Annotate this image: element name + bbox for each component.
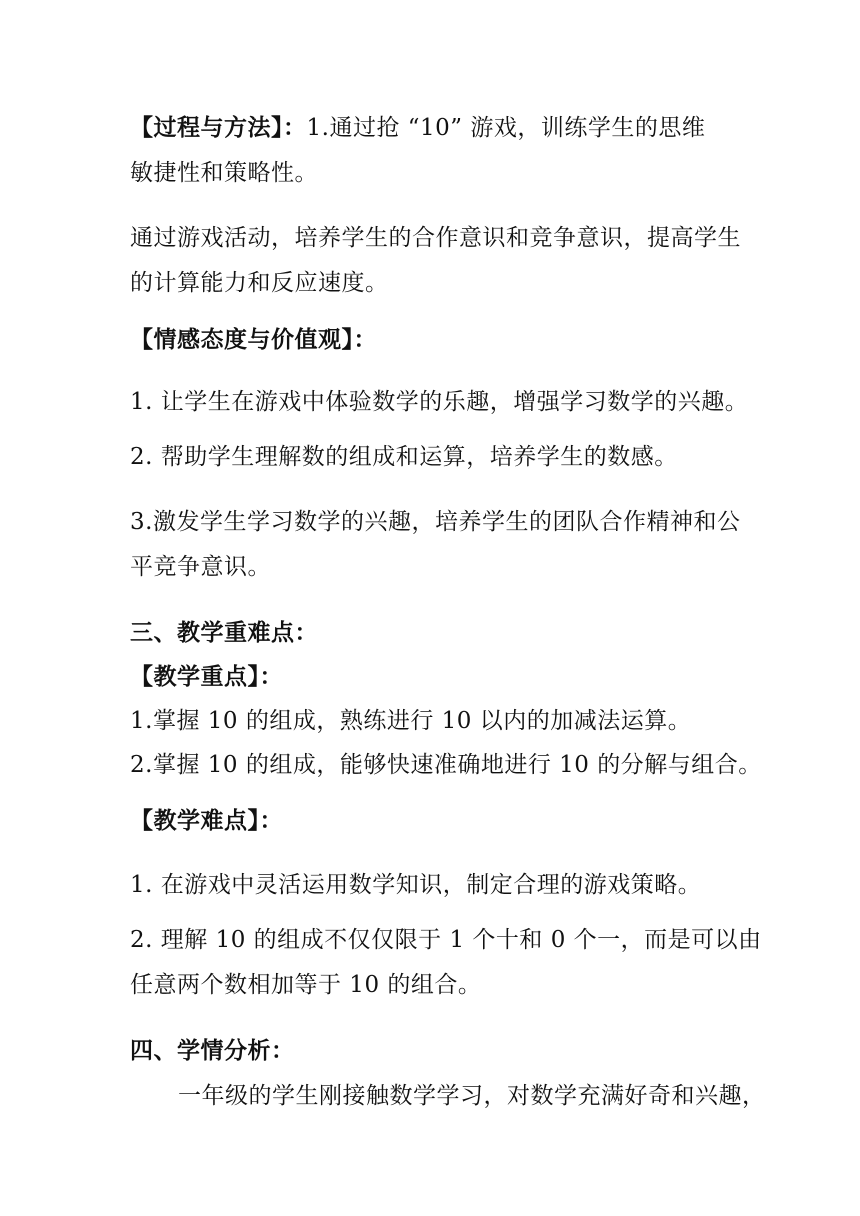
student-analysis-paragraph: 一年级的学生刚接触数学学习，对数学充满好奇和兴趣， xyxy=(178,1083,766,1109)
emotion-values-item1: 1. 让学生在游戏中体验数学的乐趣，增强学习数学的兴趣。 xyxy=(130,389,749,415)
key-point-item1: 1.掌握 10 的组成，熟练进行 10 以内的加减法运算。 xyxy=(130,708,692,734)
process-method-item2-line2: 的计算能力和反应速度。 xyxy=(130,270,389,296)
emotion-values-item2: 2. 帮助学生理解数的组成和运算，培养学生的数感。 xyxy=(130,444,678,470)
process-method-line1 xyxy=(130,113,705,143)
process-method-item1-text: 1.通过抢 “10” 游戏，训练学生的思维 xyxy=(306,115,706,141)
difficult-point-item2-line1: 2. 理解 10 的组成不仅仅限于 1 个十和 0 个一，而是可以由 xyxy=(130,927,762,953)
key-point-item2: 2.掌握 10 的组成，能够快速准确地进行 10 的分解与组合。 xyxy=(130,752,762,778)
process-method-heading: 【过程与方法】： xyxy=(130,114,307,141)
process-method-item2-line1: 通过游戏活动，培养学生的合作意识和竞争意识，提高学生 xyxy=(130,225,741,251)
process-method-item1-cont: 敏捷性和策略性。 xyxy=(130,160,318,186)
difficult-points-heading: 【教学难点】： xyxy=(130,807,283,834)
emotion-values-heading: 【情感态度与价值观】： xyxy=(130,326,377,353)
student-analysis-heading: 四、学情分析： xyxy=(130,1037,295,1064)
difficult-point-item2-line2: 任意两个数相加等于 10 的组合。 xyxy=(130,972,482,998)
emotion-values-item3-line1: 3.激发学生学习数学的兴趣，培养学生的团队合作精神和公 xyxy=(130,509,741,535)
difficult-point-item1: 1. 在游戏中灵活运用数学知识，制定合理的游戏策略。 xyxy=(130,872,702,898)
key-points-heading: 【教学重点】： xyxy=(130,663,283,690)
key-difficult-heading: 三、教学重难点： xyxy=(130,619,318,646)
emotion-values-item3-line2: 平竞争意识。 xyxy=(130,554,271,580)
